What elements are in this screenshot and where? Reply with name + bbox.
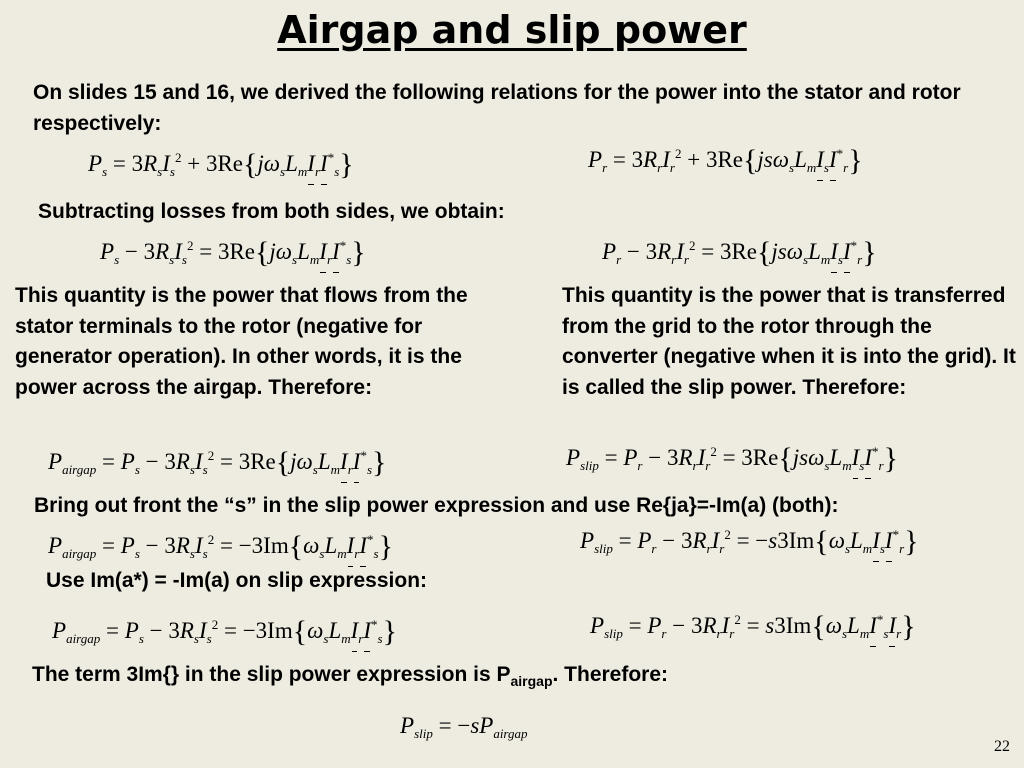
equation-slip-final: $P_{slip} = P_r - 3R_rI_r^2 = s3Im\{\omega_sL_mI^*_sI_r\}$ bbox=[590, 610, 916, 643]
page-number: 22 bbox=[994, 738, 1010, 755]
final-text-sub: airgap bbox=[510, 673, 553, 690]
subtract-text: Subtracting losses from both sides, we obtain: bbox=[38, 200, 505, 223]
equation-rotor-minus-loss: $P_r - 3R_rI_r^2 = 3Re\{js\omega_sL_mI_sI^*_r\}$ bbox=[602, 236, 877, 269]
use-im-text: Use Im(a*) = -Im(a) on slip expression: bbox=[46, 569, 428, 592]
rotor-explanation: This quantity is the power that is transferred from the grid to the rotor through the converter (negative when it is into the grid). It is called the slip power. Therefore: bbox=[562, 284, 1016, 399]
intro-text: On slides 15 and 16, we derived the following relations for the power into the stator and rotor respectively: bbox=[33, 81, 961, 135]
equation-slip-equals-minus-s-airgap: $P_{slip} = -sP_{airgap}$ bbox=[400, 713, 528, 741]
equation-airgap-power: $P_{airgap} = P_s - 3R_sI_s^2 = 3Re\{j\omega_sL_mI_rI^*_s\}$ bbox=[48, 446, 387, 479]
equation-airgap-im: $P_{airgap} = P_s - 3R_sI_s^2 = -3Im\{\omega_sL_mI_rI^*_s\}$ bbox=[48, 530, 393, 563]
equation-airgap-final: $P_{airgap} = P_s - 3R_sI_s^2 = -3Im\{\omega_sL_mI_rI^*_s\}$ bbox=[52, 615, 397, 648]
final-text-pre: The term 3Im{} in the slip power expression is P bbox=[32, 663, 511, 686]
equation-stator-minus-loss: $P_s - 3R_sI_s^2 = 3Re\{j\omega_sL_mI_rI^*_s\}$ bbox=[100, 236, 366, 269]
equation-rotor-power: $P_r = 3R_rI_r^2 + 3Re\{js\omega_sL_mI_sI^*_r\}$ bbox=[588, 144, 863, 177]
equation-slip-power: $P_{slip} = P_r - 3R_rI_r^2 = 3Re\{js\omega_sL_mI_sI^*_r\}$ bbox=[566, 442, 898, 475]
equation-stator-power: $P_s = 3R_sI_s^2 + 3Re\{j\omega_sL_mI_rI^*_s\}$ bbox=[88, 148, 354, 181]
equation-slip-im: $P_{slip} = P_r - 3R_rI_r^2 = -s3Im\{\omega_sL_mI_sI^*_r\}$ bbox=[580, 525, 919, 558]
stator-explanation: This quantity is the power that flows from the stator terminals to the rotor (negative for generator operation). In other words, it is the power across the airgap. Therefore: bbox=[15, 284, 468, 399]
final-text-post: . Therefore: bbox=[552, 663, 669, 686]
final-text bbox=[32, 660, 668, 697]
bring-out-text: Bring out front the “s” in the slip power expression and use Re{ja}=-Im(a) (both): bbox=[34, 494, 839, 517]
slide-title: Airgap and slip power bbox=[277, 8, 747, 52]
